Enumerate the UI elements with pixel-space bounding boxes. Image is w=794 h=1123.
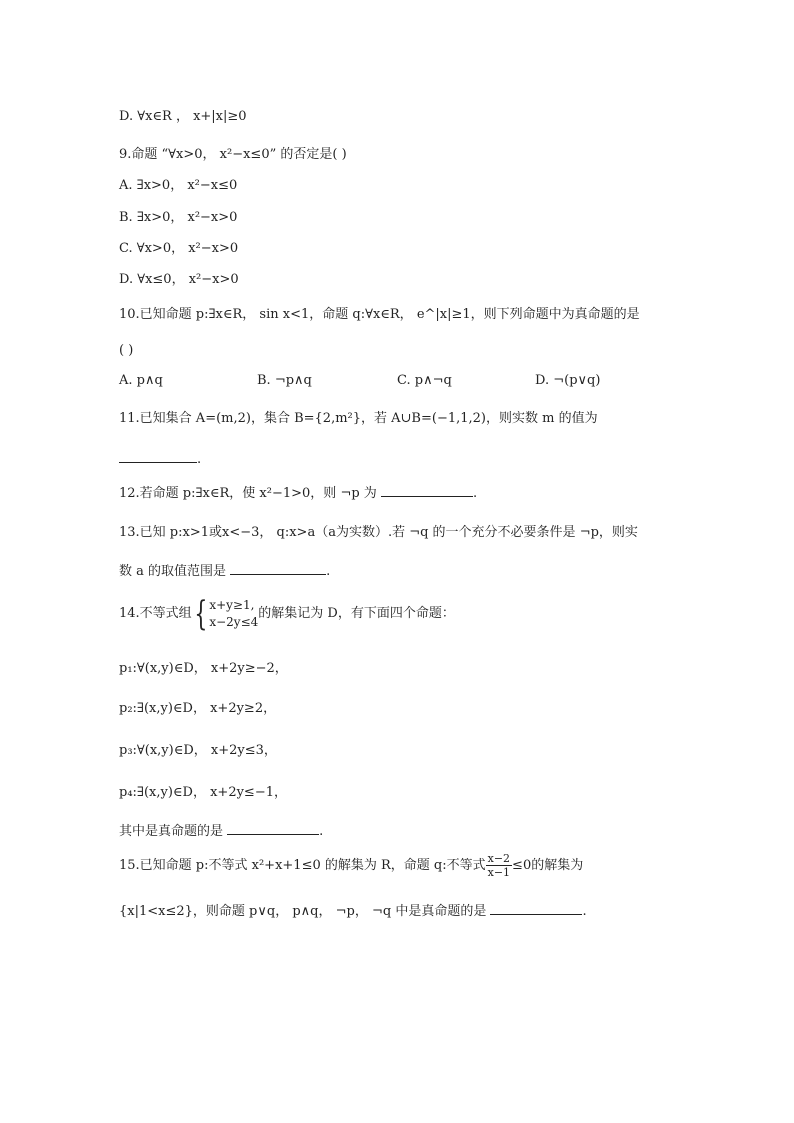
q14-blank[interactable]: [227, 820, 319, 835]
q10-paren-text: ( ): [119, 343, 134, 358]
q9-option-d-text: D. ∀x≤0， x²−x>0: [119, 272, 239, 287]
q15-stem-pre: 15.已知命题 p:不等式 x²+x+1≤0 的解集为 R，命题 q:不等式: [119, 858, 486, 873]
q10-option-b: [257, 372, 312, 390]
q9-option-d: [119, 271, 239, 289]
q14-p4-text: p₄:∃(x,y)∈D， x+2y≤−1，: [119, 785, 287, 800]
q11-blank[interactable]: [119, 448, 197, 463]
q9-option-c: [119, 240, 238, 258]
q15-stem-line2: {x|1<x≤2}，则命题 p∨q， p∧q， ¬p， ¬q 中是真命题的是 .: [119, 900, 587, 921]
q14-brace: {: [194, 593, 207, 634]
q14-p3-text: p₃:∀(x,y)∈D， x+2y≤3，: [119, 743, 277, 758]
q9-option-c-text: C. ∀x>0， x²−x>0: [119, 241, 239, 256]
q14-conclusion: 其中是真命题的是 .: [119, 820, 323, 841]
q9-option-b: [119, 209, 237, 227]
q11-answer-blank[interactable]: .: [119, 448, 201, 469]
q13-stem-line2: 数 a 的取值范围是 .: [119, 560, 330, 581]
q13-blank[interactable]: [230, 560, 326, 575]
q15-fraction: [486, 852, 512, 880]
q14-p3: [119, 742, 277, 760]
q10-option-b-text: B. ¬p∧q: [257, 373, 312, 388]
q12-blank[interactable]: [381, 482, 473, 497]
q9-stem: [119, 146, 347, 164]
q15-stem-post: ≤0的解集为: [512, 858, 584, 873]
q8-option-d: [119, 108, 247, 126]
q10-option-c-text: C. p∧¬q: [397, 373, 452, 388]
q10-option-a-text: A. p∧q: [119, 373, 163, 388]
q15-stem-text-2: {x|1<x≤2}，则命题 p∨q， p∧q， ¬p， ¬q 中是真命题的是: [119, 904, 487, 919]
q15-stem-line1: [119, 846, 583, 886]
q11-stem: [119, 410, 598, 428]
q15-fraction-numerator: x−2: [487, 851, 511, 865]
q15-blank[interactable]: [490, 900, 582, 915]
q10-paren: [119, 342, 133, 360]
q12-stem: 12.若命题 p:∃x∈R，使 x²−1>0，则 ¬p 为 .: [119, 482, 477, 503]
q9-option-a: [119, 177, 237, 195]
q10-option-a: [119, 372, 163, 390]
q14-conclusion-text: 其中是真命题的是: [119, 824, 224, 839]
q14-p1: [119, 660, 288, 678]
q14-stem-post: 的解集记为 D，有下面四个命题：: [258, 606, 455, 621]
q8-option-d-text: D. ∀x∈R ， x+|x|≥0: [119, 109, 247, 124]
q13-stem-text-1: 13.已知 p:x>1或x<−3， q:x>a（a为实数）.若 ¬q 的一个充分不必要条件是 ¬p，则实: [119, 525, 638, 540]
q10-option-c: [397, 372, 452, 390]
q14-system-row2: x−2y≤4: [209, 614, 259, 629]
q10-stem-text: 10.已知命题 p:∃x∈R， sin x<1，命题 q:∀x∈R， e^|x|≥1，则下列命题中为真命题的是: [119, 307, 640, 322]
q11-stem-text: 11.已知集合 A=(m,2)，集合 B={2,m²}，若 A∪B=(−1,1,2)，则实数 m 的值为: [119, 411, 598, 426]
q12-stem-text: 12.若命题 p:∃x∈R，使 x²−1>0，则 ¬p 为: [119, 486, 377, 501]
q14-p2: [119, 700, 276, 718]
q15-fraction-denominator: x−1: [487, 865, 511, 879]
q14-p2-text: p₂:∃(x,y)∈D， x+2y≥2，: [119, 701, 277, 716]
q13-stem-line1: [119, 524, 638, 542]
q9-option-b-text: B. ∃x>0， x²−x>0: [119, 210, 238, 225]
q14-p4: [119, 784, 287, 802]
q10-option-d: [535, 372, 600, 390]
q14-system-row1: x+y≥1,: [209, 597, 255, 612]
q13-stem-text-2: 数 a 的取值范围是: [119, 564, 227, 579]
q9-option-a-text: A. ∃x>0， x²−x≤0: [119, 178, 238, 193]
q14-stem-pre: 14.不等式组: [119, 606, 192, 621]
q10-option-d-text: D. ¬(p∨q): [535, 373, 601, 388]
q10-stem: [119, 306, 640, 324]
q14-system: [209, 597, 258, 631]
q9-stem-text: 9.命题 “∀x>0， x²−x≤0” 的否定是( ): [119, 147, 347, 162]
q14-stem: [119, 594, 455, 634]
q14-p1-text: p₁:∀(x,y)∈D， x+2y≥−2，: [119, 661, 288, 676]
